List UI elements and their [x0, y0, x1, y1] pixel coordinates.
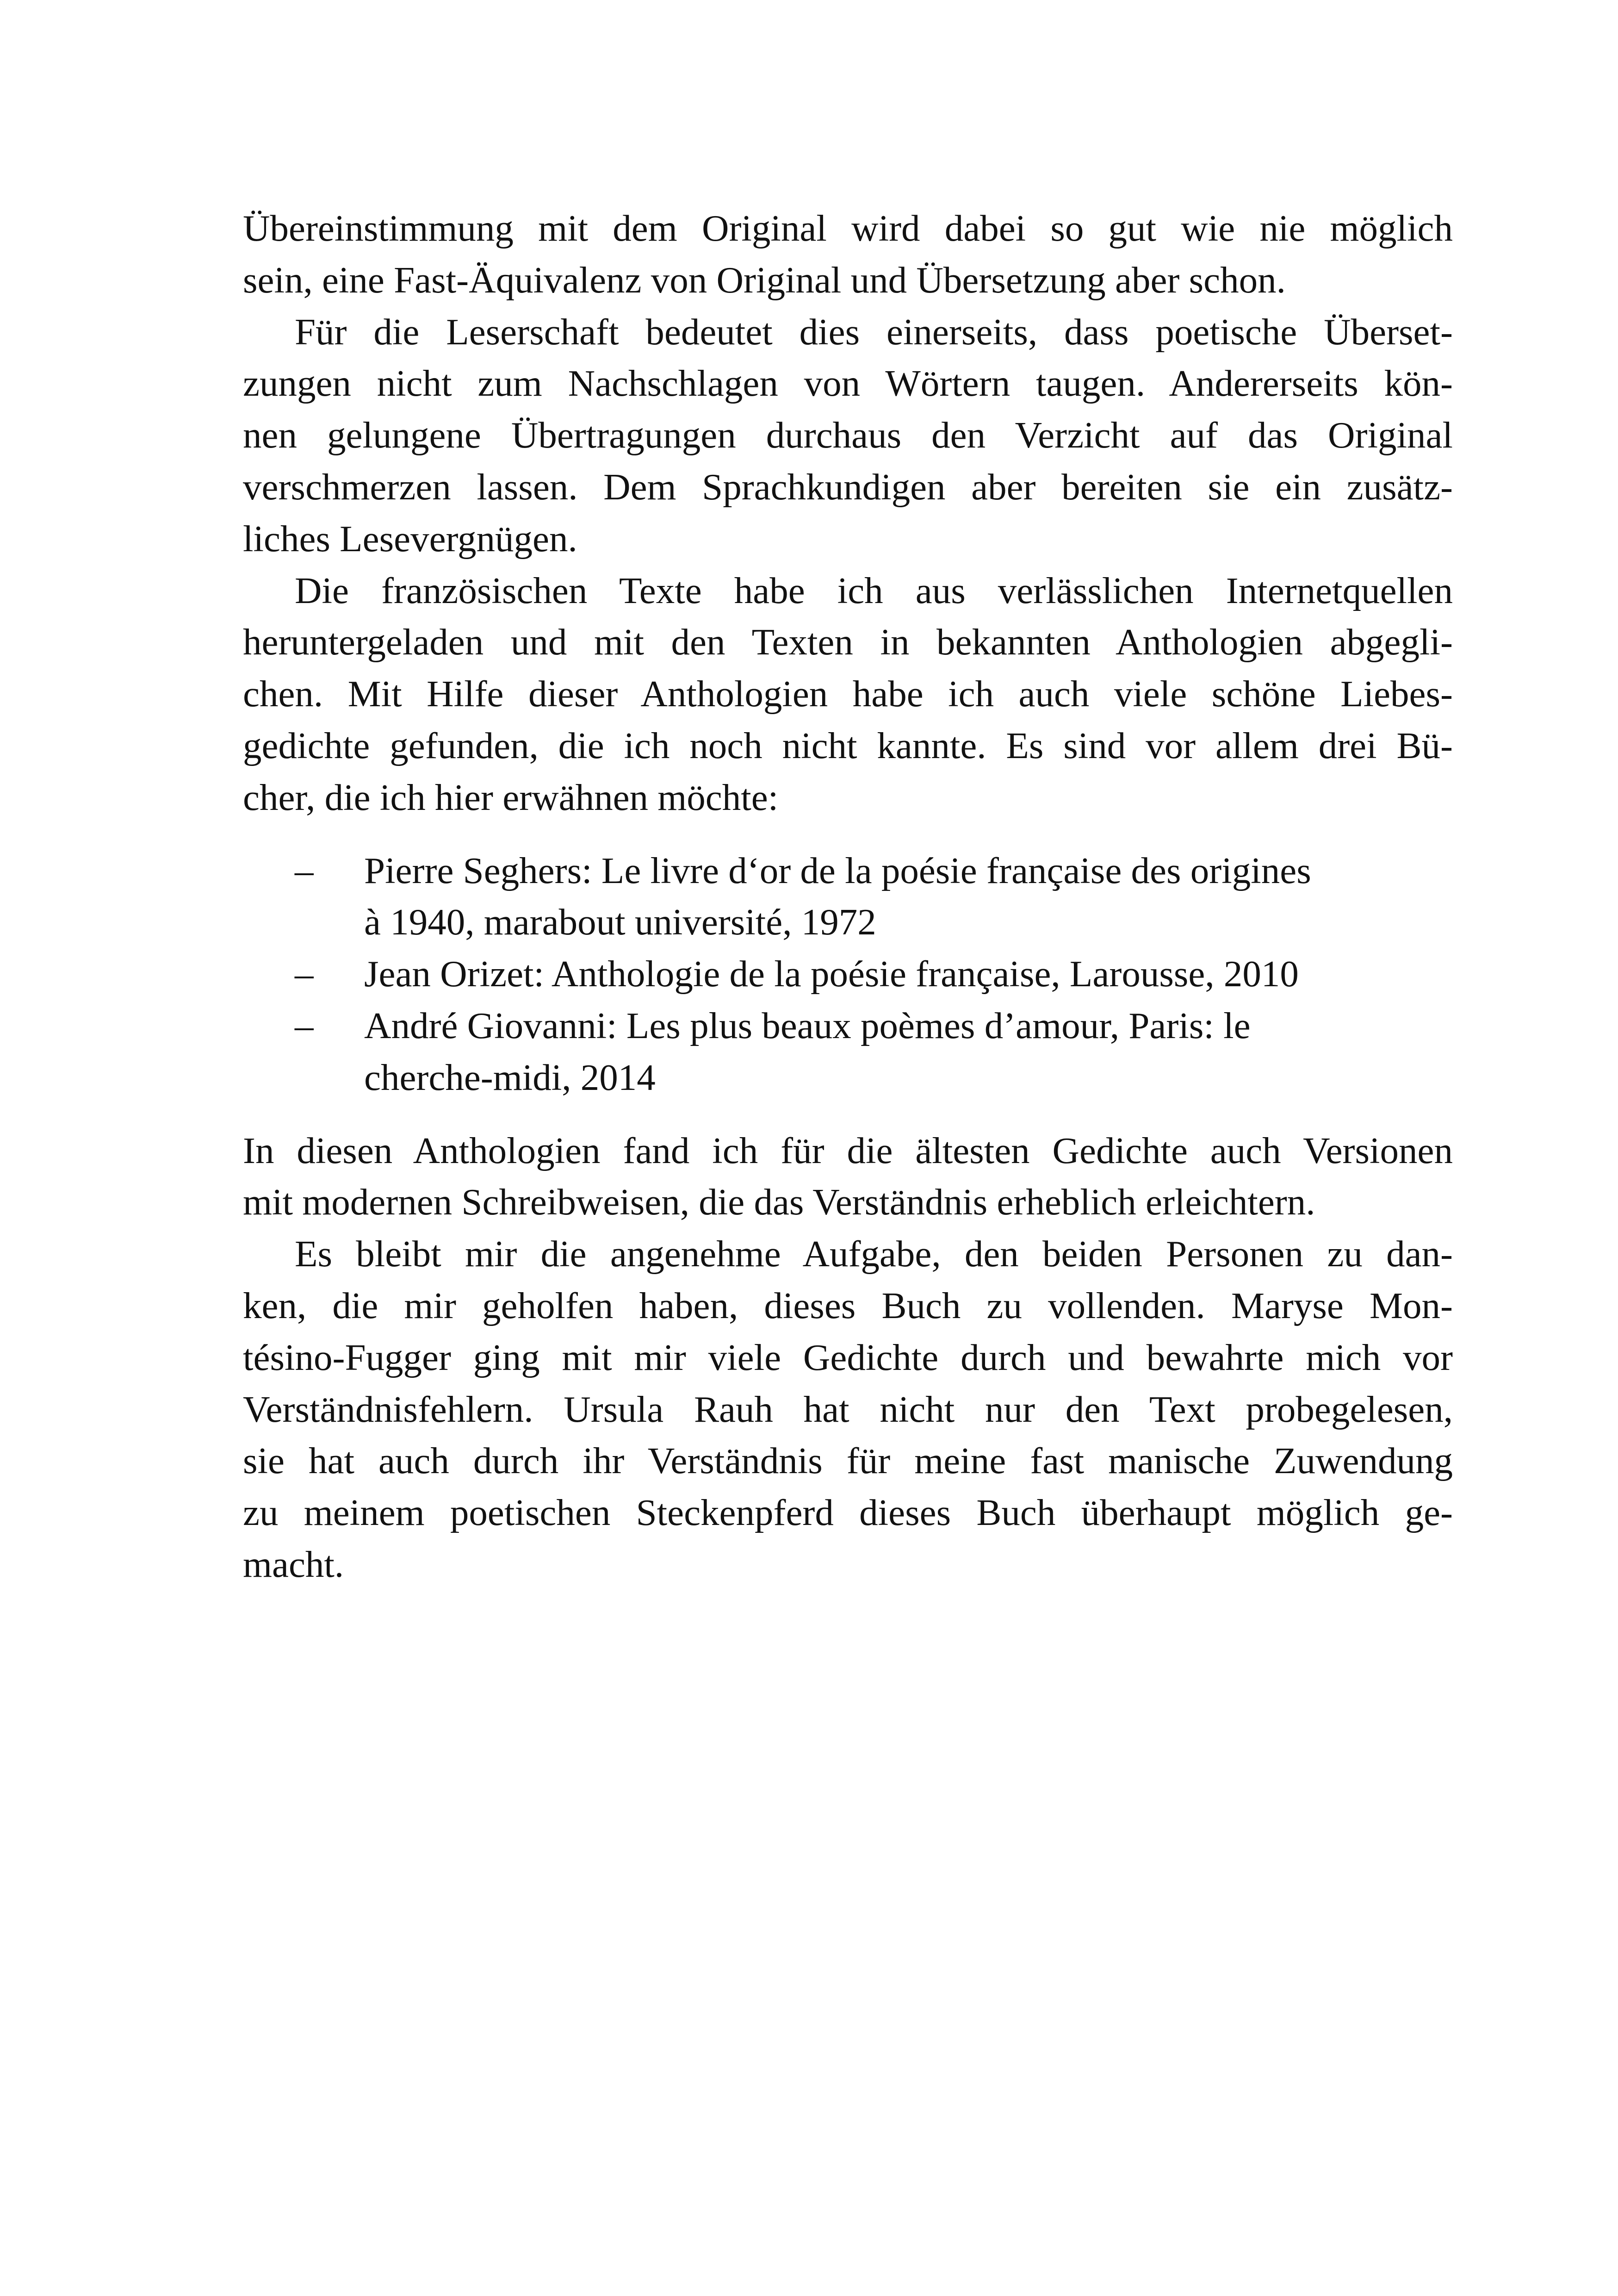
- text-line: sein, eine Fast-Äquivalenz von Original und Übersetzung aber schon.: [243, 259, 1286, 301]
- text-line: cher, die ich hier erwähnen möchte:: [243, 776, 779, 818]
- dash-bullet: –: [295, 953, 314, 995]
- paragraph: [243, 203, 1453, 306]
- text-line: Übereinstimmung mit dem Original wird dabei so gut wie nie möglich: [243, 207, 1453, 249]
- paragraph: [243, 565, 1453, 824]
- text-line: Es bleibt mir die angenehme Aufgabe, den beiden Personen zu dan-: [295, 1233, 1453, 1275]
- list-item: [243, 948, 1453, 1000]
- text-line: In diesen Anthologien fand ich für die ältesten Gedichte auch Versionen: [243, 1129, 1453, 1171]
- text-line: heruntergeladen und mit den Texten in bekannten Anthologien abgegli-: [243, 621, 1453, 663]
- text-line: Für die Leserschaft bedeutet dies einerseits, dass poetische Überset-: [295, 311, 1453, 353]
- text-line: nen gelungene Übertragungen durchaus den Verzicht auf das Original: [243, 414, 1453, 456]
- text-line: gedichte gefunden, die ich noch nicht kannte. Es sind vor allem drei Bü-: [243, 724, 1453, 766]
- dash-bullet: –: [295, 849, 314, 891]
- text-line: Die französischen Texte habe ich aus verlässlichen Internetquellen: [295, 569, 1453, 611]
- text-line: sie hat auch durch ihr Verständnis für meine fast manische Zuwendung: [243, 1440, 1453, 1482]
- text-line: Verständnisfehlern. Ursula Rauh hat nicht nur den Text probegelesen,: [243, 1388, 1453, 1430]
- text-line: cherche-midi, 2014: [364, 1056, 656, 1098]
- text-line: Jean Orizet: Anthologie de la poésie française, Larousse, 2010: [364, 953, 1299, 995]
- spacer: [243, 824, 1453, 845]
- list-item: [243, 1000, 1453, 1104]
- bullet-list: [243, 845, 1453, 1104]
- spacer: [243, 1104, 1453, 1125]
- body-text: [243, 203, 1453, 1591]
- text-line: zu meinem poetischen Steckenpferd dieses Buch überhaupt möglich ge-: [243, 1492, 1453, 1534]
- text-line: André Giovanni: Les plus beaux poèmes d’amour, Paris: le: [364, 1004, 1251, 1046]
- list-item: [243, 845, 1453, 949]
- text-line: liches Lesevergnügen.: [243, 517, 577, 560]
- dash-bullet: –: [295, 1004, 314, 1046]
- text-line: Pierre Seghers: Le livre d‘or de la poésie française des origines: [364, 849, 1311, 891]
- text-line: verschmerzen lassen. Dem Sprachkundigen aber bereiten sie ein zusätz-: [243, 466, 1453, 508]
- text-line: mit modernen Schreibweisen, die das Verständnis erheblich erleichtern.: [243, 1181, 1315, 1223]
- text-line: ken, die mir geholfen haben, dieses Buch zu vollenden. Maryse Mon-: [243, 1284, 1453, 1326]
- text-line: macht.: [243, 1543, 344, 1585]
- paragraph: [243, 1125, 1453, 1229]
- text-line: à 1940, marabout université, 1972: [364, 901, 876, 943]
- text-line: chen. Mit Hilfe dieser Anthologien habe ich auch viele schöne Liebes-: [243, 673, 1453, 715]
- paragraph: [243, 1228, 1453, 1591]
- paragraph: [243, 306, 1453, 565]
- text-line: zungen nicht zum Nachschlagen von Wörtern taugen. Andererseits kön-: [243, 362, 1453, 404]
- text-line: tésino-Fugger ging mit mir viele Gedichte durch und bewahrte mich vor: [243, 1336, 1453, 1378]
